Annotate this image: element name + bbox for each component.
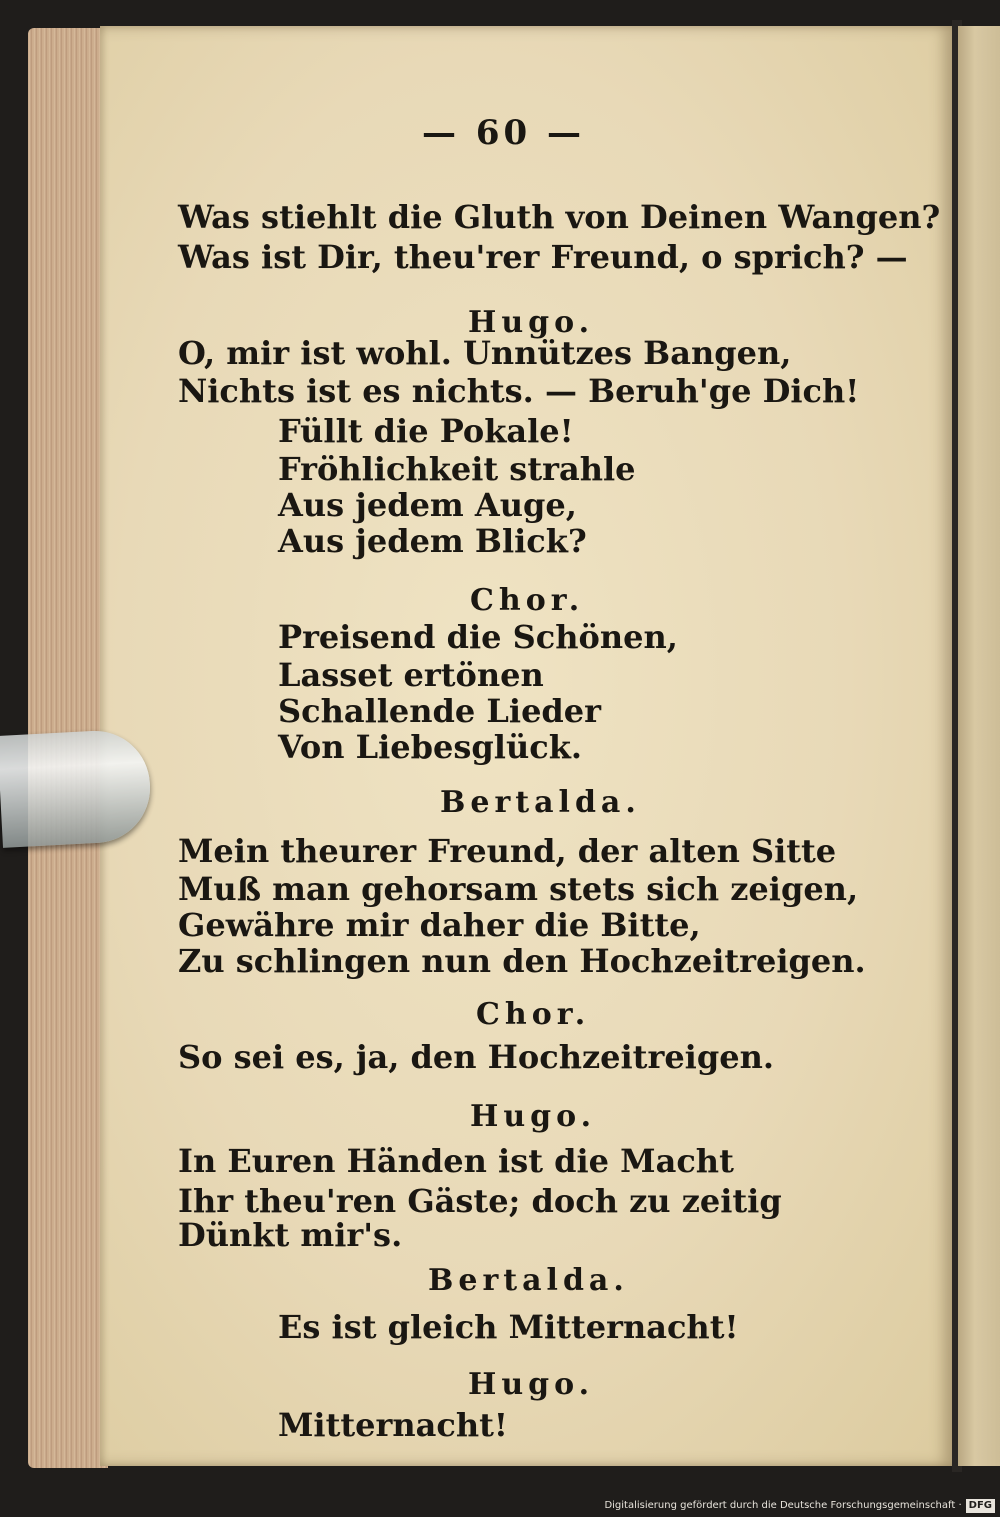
dfg-logo: DFG bbox=[966, 1499, 995, 1513]
verse-line: Was ist Dir, theu'rer Freund, o sprich? — bbox=[178, 238, 908, 276]
verse-line: Füllt die Pokale! bbox=[278, 412, 574, 450]
verse-line: Von Liebesglück. bbox=[278, 728, 582, 766]
speaker-name: Chor. bbox=[470, 583, 585, 618]
verse-line: Was stiehlt die Gluth von Deinen Wangen? bbox=[178, 198, 941, 236]
verse-line: Zu schlingen nun den Hochzeitreigen. bbox=[178, 942, 866, 980]
verse-line: Fröhlichkeit strahle bbox=[278, 450, 636, 488]
verse-line: Dünkt mir's. bbox=[178, 1216, 403, 1254]
verse-line: In Euren Händen ist die Macht bbox=[178, 1142, 734, 1180]
speaker-name: Hugo. bbox=[468, 1367, 595, 1402]
verse-line: Preisend die Schönen, bbox=[278, 618, 678, 656]
verse-line: Lasset ertönen bbox=[278, 656, 544, 694]
speaker-name: Bertalda. bbox=[440, 785, 641, 820]
speaker-name: Chor. bbox=[476, 997, 591, 1032]
speaker-name: Hugo. bbox=[470, 1099, 597, 1134]
verse-line: O, mir ist wohl. Unnützes Bangen, bbox=[178, 334, 792, 372]
speaker-name: Bertalda. bbox=[428, 1263, 629, 1298]
verse-line: Mitternacht! bbox=[278, 1406, 508, 1444]
footer-text: Digitalisierung gefördert durch die Deutsche Forschungsgemeinschaft · bbox=[604, 1500, 962, 1511]
verse-line: Es ist gleich Mitternacht! bbox=[278, 1308, 739, 1346]
book-page bbox=[100, 26, 952, 1466]
page-number: — 60 — bbox=[422, 113, 585, 153]
verse-line: Nichts ist es nichts. — Beruh'ge Dich! bbox=[178, 372, 860, 410]
plastic-page-clip bbox=[0, 728, 153, 848]
verse-line: Ihr theu'ren Gäste; doch zu zeitig bbox=[178, 1182, 782, 1220]
verse-line: Gewähre mir daher die Bitte, bbox=[178, 906, 701, 944]
verse-line: Muß man gehorsam stets sich zeigen, bbox=[178, 870, 859, 908]
verse-line: Schallende Lieder bbox=[278, 692, 602, 730]
digitization-credit bbox=[600, 1497, 995, 1515]
verse-line: Mein theurer Freund, der alten Sitte bbox=[178, 832, 837, 870]
verse-line: Aus jedem Auge, bbox=[278, 486, 577, 524]
facing-page-edge bbox=[958, 26, 1000, 1466]
verse-line: So sei es, ja, den Hochzeitreigen. bbox=[178, 1038, 774, 1076]
verse-line: Aus jedem Blick? bbox=[278, 522, 587, 560]
speaker-name: Hugo. bbox=[468, 305, 595, 340]
